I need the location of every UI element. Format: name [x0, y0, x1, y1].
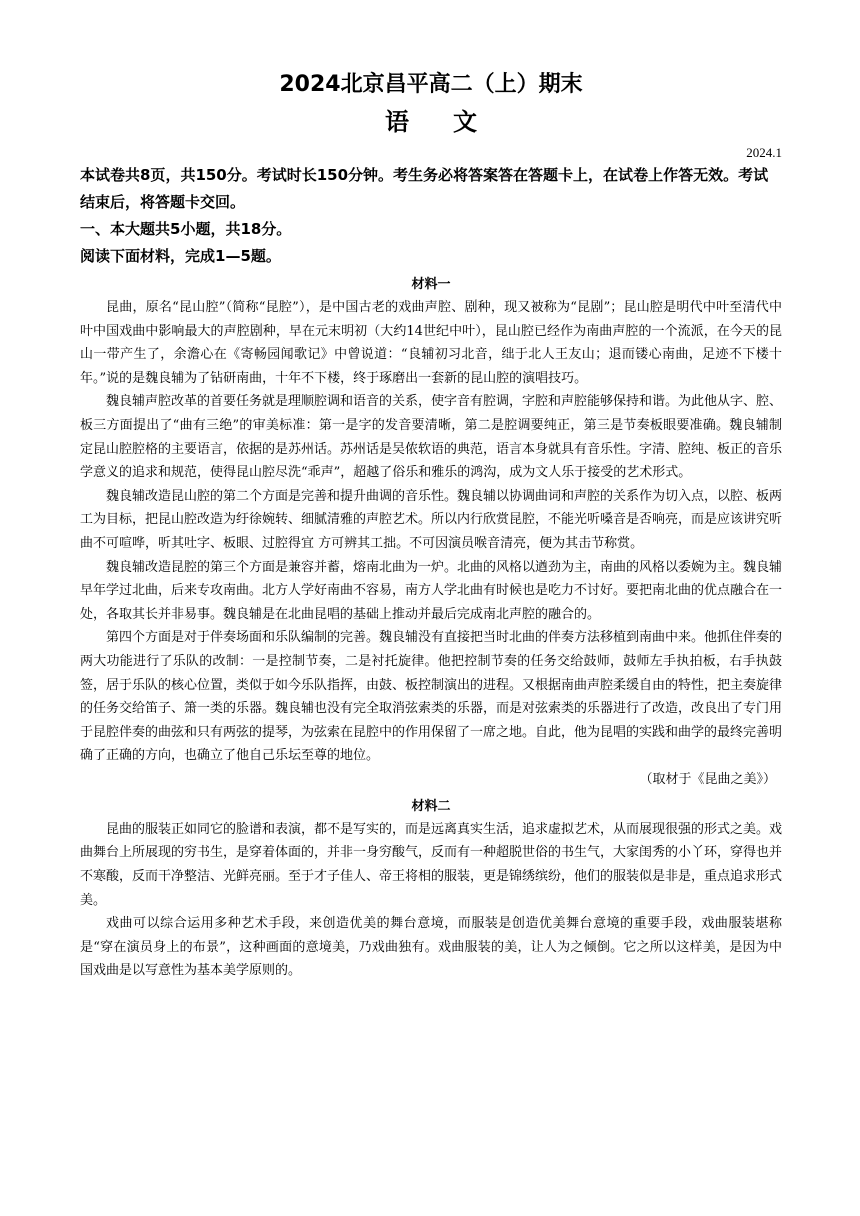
- material-one-source: （取材于《昆曲之美》）: [639, 771, 776, 787]
- reading-directive: 阅读下面材料，完成1—5题。: [80, 247, 281, 265]
- exam-title: 2024北京昌平高二（上）期末: [279, 72, 583, 97]
- material-two-heading: 材料二: [411, 798, 451, 814]
- material-one-paragraph: 魏良辅改造昆山腔的第二个方面是完善和提升曲调的音乐性。魏良辅以协调曲词和声腔的关系作为切入点，以腔、板两工为目标，把昆山腔改造为纡徐婉转、细腻清雅的声腔艺术。所以内行欣赏昆腔，不能光听嗓音是否响亮，而是应该讲究听曲不可喧哗，听其吐字、板眼、过腔得宜 方可辨其工拙。不可因演员喉音清亮，便为其击节称赏。: [80, 488, 783, 551]
- exam-date: 2024.1: [746, 145, 782, 160]
- material-one-paragraph: 魏良辅声腔改革的首要任务就是理顺腔调和语音的关系，使字音有腔调，字腔和声腔能够保持和谐。为此他从字、腔、板三方面提出了“曲有三绝”的审美标准：第一是字的发音要清晰，第二是腔调要纯正，第三是节奏板眼要准确。魏良辅制定昆山腔腔格的主要语言，依据的是苏州话。苏州话是吴侬软语的典范，语言本身就具有音乐性。字清、腔纯、板正的音乐学意义的追求和规范，使得昆山腔尽洗“乖声”，超越了俗乐和雅乐的鸿沟，成为文人乐于接受的艺术形式。: [80, 394, 783, 481]
- subject-title: 语文: [385, 108, 521, 136]
- material-two-paragraph: 昆曲的服装正如同它的脸谱和表演，都不是写实的，而是远离真实生活，追求虚拟艺术，从而展现很强的形式之美。戏曲舞台上所展现的穷书生，是穿着体面的，并非一身穷酸气，反而有一种超脱世俗的书生气，大家闺秀的小丫环，穿得也并不寒酸，反而干净整洁、光鲜亮丽。至于才子佳人、帝王将相的服装，更是锦绣缤纷，他们的服装似是非是，重点追求形式美。: [80, 821, 783, 908]
- material-two-paragraph: 戏曲可以综合运用多种艺术手段，来创造优美的舞台意境，而服装是创造优美舞台意境的重要手段，戏曲服装堪称是“穿在演员身上的布景”，这种画面的意境美，乃戏曲独有。戏曲服装的美，让人为之倾倒。它之所以这样美，是因为中国戏曲是以写意性为基本美学原则的。: [80, 916, 782, 979]
- section-heading: 一、本大题共5小题，共18分。: [80, 220, 292, 238]
- exam-instructions: 本试卷共8页，共150分。考试时长150分钟。考生务必将答案答在答题卡上，在试卷上作答无效。考试结束后，将答题卡交回。: [80, 166, 769, 211]
- exam-page: [80, 60, 782, 983]
- material-one-paragraph: 魏良辅改造昆腔的第三个方面是兼容并蓄，熔南北曲为一炉。北曲的风格以遒劲为主，南曲的风格以委婉为主。魏良辅早年学过北曲，后来专攻南曲。北方人学好南曲不容易，南方人学北曲有时候也是吃力不讨好。要把南北曲的优点融合在一处，各取其长并非易事。魏良辅是在北曲昆唱的基础上推动并最后完成南北声腔的融合的。: [80, 559, 783, 622]
- material-one-paragraph: 第四个方面是对于伴奏场面和乐队编制的完善。魏良辅没有直接把当时北曲的伴奏方法移植到南曲中来。他抓住伴奏的两大功能进行了乐队的改制：一是控制节奏，二是衬托旋律。他把控制节奏的任务交给鼓师，鼓师左手执拍板，右手执鼓签，居于乐队的核心位置，类似于如今乐队指挥，由鼓、板控制演出的进程。又根据南曲声腔柔缓自由的特性，把主奏旋律的任务交给笛子、箫一类的乐器。魏良辅也没有完全取消弦索类的乐器，而是对弦索类的乐器进行了改造，改良出了专门用于昆腔伴奏的曲弦和只有两弦的提琴，为弦索在昆腔中的作用保留了一席之地。自此，他为昆唱的实践和曲学的最终完善明确了正确的方向，也确立了他自己乐坛至尊的地位。: [80, 630, 783, 764]
- material-one-heading: 材料一: [411, 277, 451, 292]
- material-one-paragraph: 昆曲，原名“昆山腔”（简称“昆腔”），是中国古老的戏曲声腔、剧种，现又被称为“昆剧”；昆山腔是明代中叶至清代中叶中国戏曲中影响最大的声腔剧种，早在元末明初（大约14世纪中叶），昆山腔已经作为南曲声腔的一个流派，在今天的昆山一带产生了，余澹心在《寄畅园闻歌记》中曾说道：“良辅初习北音，绌于北人王友山；退而镂心南曲，足迹不下楼十年。”说的是魏良辅为了钻研南曲，十年不下楼，终于琢磨出一套新的昆山腔的演唱技巧。: [80, 300, 782, 386]
